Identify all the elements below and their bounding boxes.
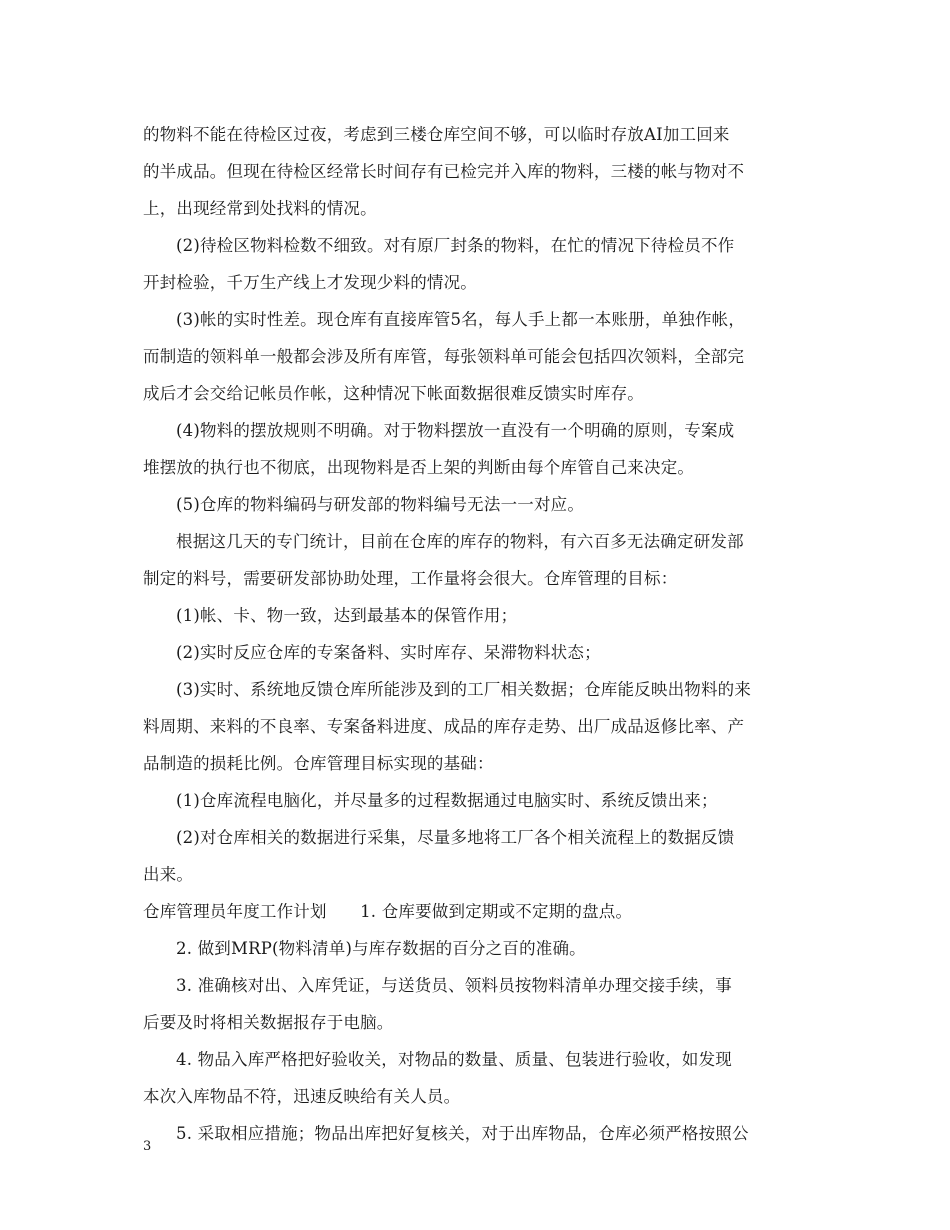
text-line: 本次入库物品不符，迅速反映给有关人员。 [143, 1087, 461, 1106]
text-line: (1)仓库流程电脑化，并尽量多的过程数据通过电脑实时、系统反馈出来； [176, 791, 718, 810]
text-line: (5)仓库的物料编码与研发部的物料编号无法一一对应。 [176, 495, 585, 514]
text-line: 而制造的领料单一般都会涉及所有库管，每张领料单可能会包括四次领料，全部完 [143, 347, 745, 366]
text-line: 成后才会交给记帐员作帐，这种情况下帐面数据很难反馈实时库存。 [143, 384, 644, 403]
text-line: (1)帐、卡、物一致，达到最基本的保管作用； [176, 606, 518, 625]
text-line: 后要及时将相关数据报存于电脑。 [143, 1013, 394, 1032]
text-line: (2)对仓库相关的数据进行采集，尽量多地将工厂各个相关流程上的数据反馈 [176, 828, 735, 847]
text-line: 制定的料号，需要研发部协助处理，工作量将会很大。仓库管理的目标： [143, 569, 678, 588]
text-line: 堆摆放的执行也不彻底，出现物料是否上架的判断由每个库管自己来决定。 [143, 458, 695, 477]
text-line: 出来。 [143, 865, 194, 884]
text-line: 4. 物品入库严格把好验收关，对物品的数量、质量、包装进行验收，如发现 [176, 1050, 732, 1069]
text-line: (3)帐的实时性差。现仓库有直接库管5名，每人手上都一本账册，单独作帐， [176, 310, 746, 329]
text-line: (4)物料的摆放规则不明确。对于物料摆放一直没有一个明确的原则，专案成 [176, 421, 735, 440]
text-line: 3. 准确核对出、入库凭证，与送货员、领料员按物料清单办理交接手续，事 [176, 976, 732, 995]
document-body [143, 116, 813, 1152]
text-line: 根据这几天的专门统计，目前在仓库的库存的物料，有六百多无法确定研发部 [176, 532, 744, 551]
text-line: 2. 做到MRP(物料清单)与库存数据的百分之百的准确。 [176, 939, 586, 958]
page-number: 3 [143, 1139, 152, 1154]
text-line: 上，出现经常到处找料的情况。 [143, 199, 377, 218]
text-line: 品制造的损耗比例。仓库管理目标实现的基础： [143, 754, 494, 773]
text-line: (2)实时反应仓库的专案备料、实时库存、呆滞物料状态； [176, 643, 601, 662]
text-line: 的半成品。但现在待检区经常长时间存有已检完并入库的物料，三楼的帐与物对不 [143, 162, 745, 181]
text-line: 料周期、来料的不良率、专案备料进度、成品的库存走势、出厂成品返修比率、产 [143, 717, 745, 736]
text-line: 的物料不能在待检区过夜，考虑到三楼仓库空间不够，可以临时存放AI加工回来 [143, 125, 730, 144]
text-line: (2)待检区物料检数不细致。对有原厂封条的物料，在忙的情况下待检员不作 [176, 236, 735, 255]
text-line: 仓库管理员年度工作计划 1. 仓库要做到定期或不定期的盘点。 [143, 902, 633, 921]
text-line: (3)实时、系统地反馈仓库所能涉及到的工厂相关数据；仓库能反映出物料的来 [176, 680, 752, 699]
text-line: 开封检验，千万生产线上才发现少料的情况。 [143, 273, 477, 292]
text-line: 5. 采取相应措施；物品出库把好复核关，对于出库物品，仓库必须严格按照公 [176, 1124, 749, 1143]
